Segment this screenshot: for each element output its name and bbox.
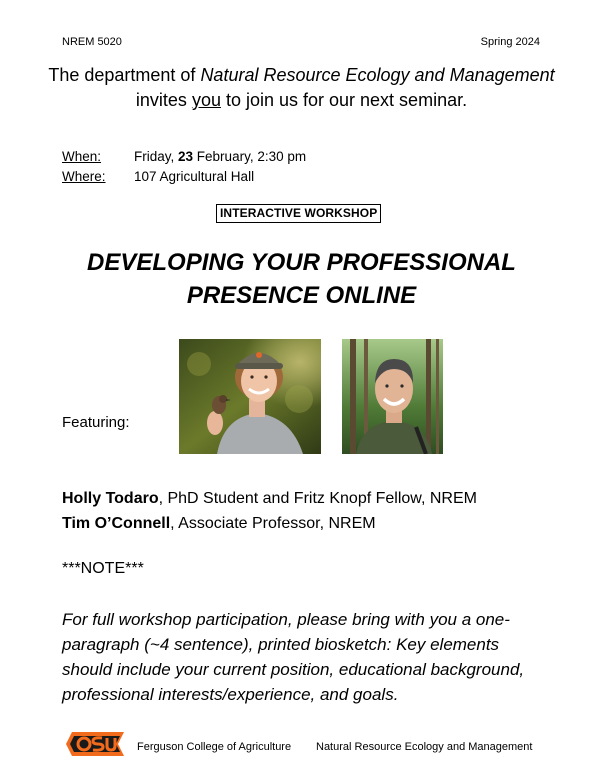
speaker-role: , Associate Professor, NREM — [170, 515, 376, 532]
invite-you: you — [191, 90, 221, 110]
speaker-photo-tim — [342, 339, 443, 454]
osu-logo-svg — [62, 726, 128, 762]
invite-text — [40, 63, 563, 113]
speaker-holly — [62, 486, 477, 511]
event-title — [40, 246, 563, 312]
course-code: NREM 5020 — [62, 36, 122, 48]
when-value: Friday, 23 February, 2:30 pm — [134, 149, 307, 164]
title-line1: DEVELOPING YOUR PROFESSIONAL — [87, 249, 516, 276]
speaker-photo-holly — [179, 339, 321, 454]
note-heading: ***NOTE*** — [62, 560, 144, 577]
speaker-role: , PhD Student and Fritz Knopf Fellow, NREM — [158, 490, 477, 507]
term: Spring 2024 — [480, 36, 540, 48]
when-label: When: — [62, 149, 102, 164]
featuring-label: Featuring: — [62, 414, 130, 431]
photo-holly-image — [179, 339, 321, 454]
speaker-name: Holly Todaro — [62, 490, 159, 507]
speakers-list — [62, 486, 477, 536]
when-row — [62, 147, 306, 167]
where-label: Where: — [62, 169, 106, 184]
department-name: Natural Resource Ecology and Management — [200, 65, 555, 85]
footer-college: Ferguson College of Agriculture — [137, 741, 292, 753]
when-day: 23 — [178, 149, 194, 164]
invite-part2: invites — [135, 90, 192, 110]
invite-part1: The department of — [48, 65, 201, 85]
title-line2: PRESENCE ONLINE — [186, 282, 417, 309]
photo-tim-image — [342, 339, 443, 454]
invite-part3: to join us for our next seminar. — [220, 90, 468, 110]
osu-logo-icon — [62, 726, 128, 762]
workshop-tag: INTERACTIVE WORKSHOP — [216, 204, 381, 223]
participation-note: For full workshop participation, please bring with you a one-paragraph (~4 sentence), printed biosketch: Key elements should include your current position, educational background, professional interests/experience, and goals. — [62, 610, 525, 704]
event-details — [62, 147, 306, 187]
where-row — [62, 167, 306, 187]
speaker-name: Tim O’Connell — [62, 515, 171, 532]
footer-department: Natural Resource Ecology and Management — [316, 741, 533, 753]
where-value: 107 Agricultural Hall — [134, 169, 255, 184]
speaker-tim — [62, 511, 477, 536]
